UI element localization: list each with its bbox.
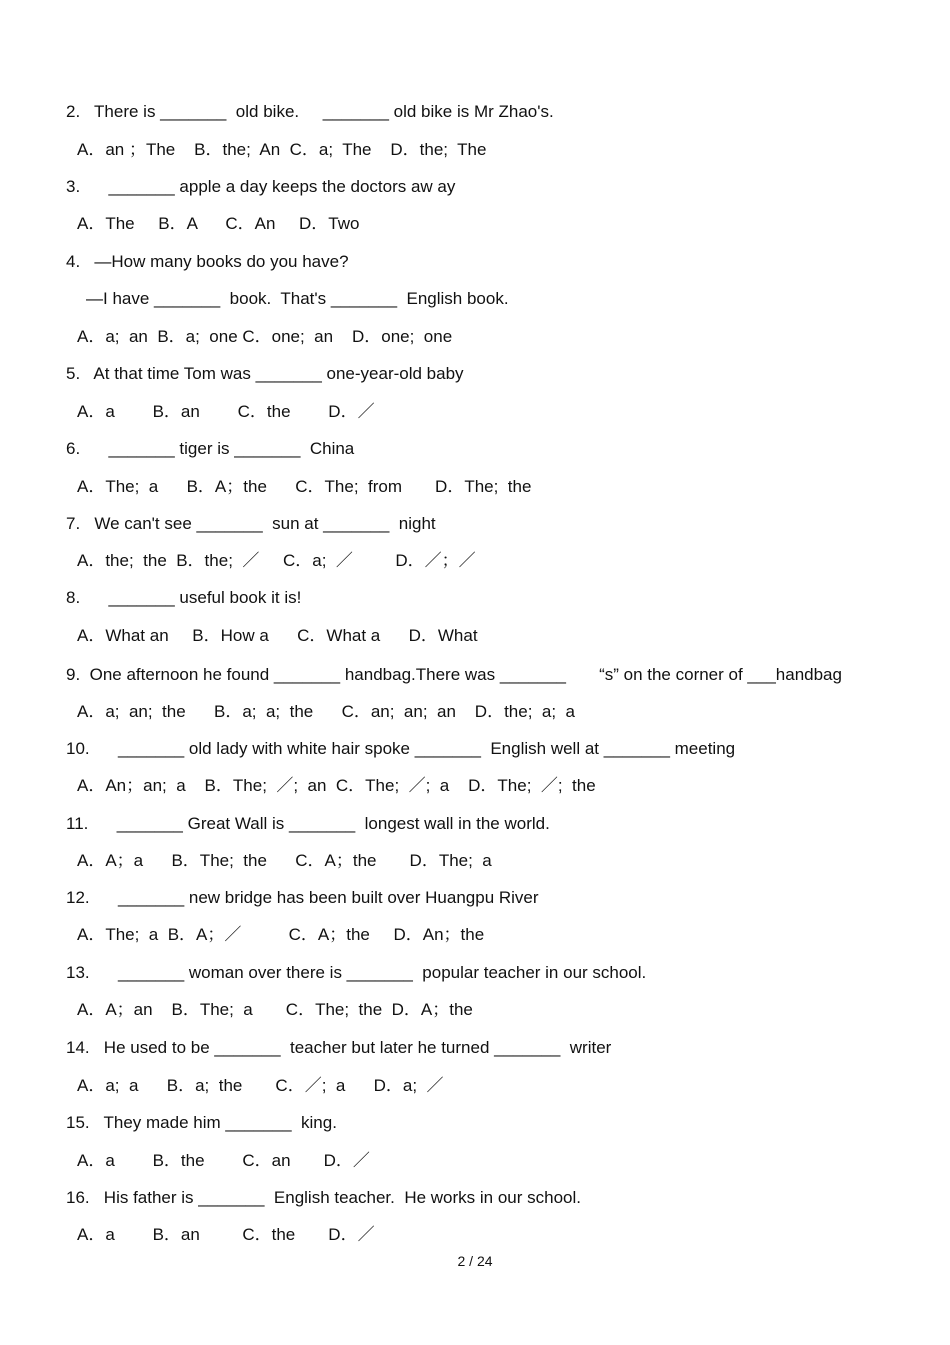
options-12: A．The; a B．A；／ C．A；the D．An；the: [77, 925, 485, 944]
options-16: A．a B．an C．the D．／: [77, 1225, 375, 1244]
question-11: 11. _______ Great Wall is _______ longest wall in the world.: [66, 814, 550, 833]
options-7: A．the; the B．the; ／ C．a; ／ D．／；／: [77, 551, 476, 570]
options-2: A．an ；The B．the; An C．a; The D．the; The: [77, 140, 487, 159]
options-14: A．a; a B．a; the C．／; a D．a; ／: [77, 1076, 444, 1095]
question-15: 15. They made him _______ king.: [66, 1113, 337, 1132]
question-4-line-2: —I have _______ book. That's _______ English book.: [86, 289, 509, 308]
options-8: A．What an B．How a C．What a D．What: [77, 626, 478, 645]
options-9: A．a; an; the B．a; a; the C．an; an; an D．the; a; a: [77, 702, 575, 721]
options-10: A．An；an; a B．The; ／; an C．The; ／; a D．The; ／; the: [77, 776, 596, 795]
question-2: 2. There is _______ old bike. _______ old bike is Mr Zhao's.: [66, 102, 554, 121]
options-13: A．A；an B．The; a C．The; the D．A；the: [77, 1000, 473, 1019]
question-8: 8. _______ useful book it is!: [66, 588, 302, 607]
question-16: 16. His father is _______ English teacher. He works in our school.: [66, 1188, 581, 1207]
question-5: 5. At that time Tom was _______ one-year-old baby: [66, 364, 464, 383]
question-10: 10. _______ old lady with white hair spoke _______ English well at _______ meeting: [66, 739, 736, 758]
question-14: 14. He used to be _______ teacher but later he turned _______ writer: [66, 1038, 612, 1057]
options-15: A．a B．the C．an D．／: [77, 1151, 370, 1170]
question-7: 7. We can't see _______ sun at _______ night: [66, 514, 436, 533]
options-3: A．The B．A C．An D．Two: [77, 214, 360, 233]
question-3: 3. _______ apple a day keeps the doctors aw ay: [66, 177, 456, 196]
question-9: 9. One afternoon he found _______ handbag.There was _______ “s” on the corner of ___handbag: [66, 665, 842, 684]
question-12: 12. _______ new bridge has been built over Huangpu River: [66, 888, 539, 907]
question-6: 6. _______ tiger is _______ China: [66, 439, 355, 458]
question-4: 4. —How many books do you have?: [66, 252, 349, 271]
options-4: A．a; an B．a; one C．one; an D．one; one: [77, 327, 453, 346]
options-5: A．a B．an C．the D．／: [77, 402, 375, 421]
options-6: A．The; a B．A；the C．The; from D．The; the: [77, 477, 532, 496]
options-11: A．A；a B．The; the C．A；the D．The; a: [77, 851, 492, 870]
page-number: 2 / 24: [457, 1253, 493, 1269]
question-13: 13. _______ woman over there is _______ popular teacher in our school.: [66, 963, 647, 982]
